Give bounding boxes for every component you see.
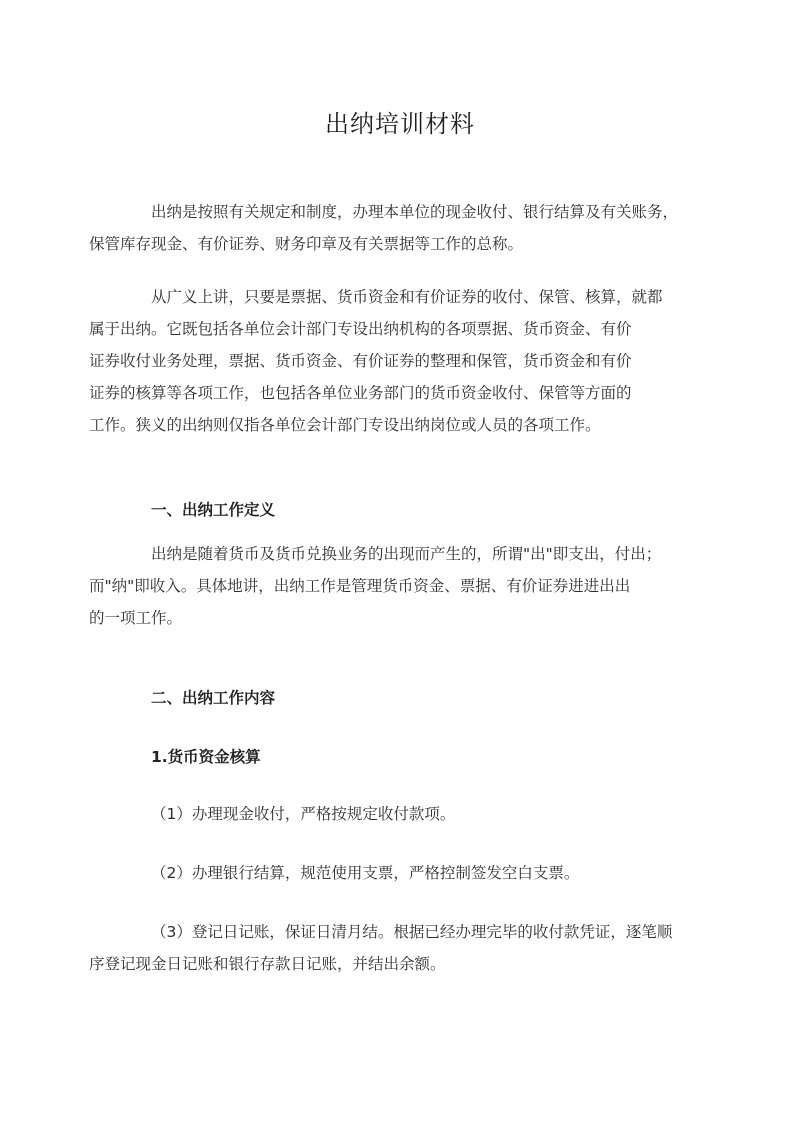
intro-paragraph-2 <box>89 281 682 441</box>
section-1-heading: 一、出纳工作定义 <box>151 501 276 519</box>
text-line: 工作。狭义的出纳则仅指各单位会计部门专设出纳岗位或人员的各项工作。 <box>89 416 601 434</box>
document-title: 出纳培训材料 <box>325 110 475 138</box>
text-line: 的一项工作。 <box>89 609 183 627</box>
text-line: 出纳是按照有关规定和制度，办理本单位的现金收付、银行结算及有关账务， <box>151 203 679 221</box>
list-item <box>89 916 682 980</box>
list-item: （1）办理现金收付，严格按规定收付款项。 <box>151 805 456 823</box>
subsection-heading: 1.货币资金核算 <box>151 748 261 766</box>
intro-paragraph-1 <box>89 196 682 260</box>
text-line: 出纳是随着货币及货币兑换业务的出现而产生的，所谓"出"即支出，付出； <box>151 545 662 563</box>
text-line: 证券的核算等各项工作，也包括各单位业务部门的货币资金收付、保管等方面的 <box>89 384 632 402</box>
text-line: 保管库存现金、有价证券、财务印章及有关票据等工作的总称。 <box>89 235 524 253</box>
text-line: 证券收付业务处理，票据、货币资金、有价证券的整理和保管，货币资金和有价 <box>89 352 632 370</box>
section-2-heading: 二、出纳工作内容 <box>151 689 276 707</box>
section-1-paragraph <box>89 538 682 634</box>
text-line: 序登记现金日记账和银行存款日记账，并结出余额。 <box>89 955 446 973</box>
text-line: 属于出纳。它既包括各单位会计部门专设出纳机构的各项票据、货币资金、有价 <box>89 320 632 338</box>
text-line: （3）登记日记账，保证日清月结。根据已经办理完毕的收付款凭证，逐笔顺 <box>151 923 673 941</box>
text-line: 而"纳"即收入。具体地讲，出纳工作是管理货币资金、票据、有价证券进进出出 <box>89 577 631 595</box>
list-item: （2）办理银行结算，规范使用支票，严格控制签发空白支票。 <box>151 864 580 882</box>
text-line: 从广义上讲，只要是票据、货币资金和有价证券的收付、保管、核算，就都 <box>151 288 663 306</box>
